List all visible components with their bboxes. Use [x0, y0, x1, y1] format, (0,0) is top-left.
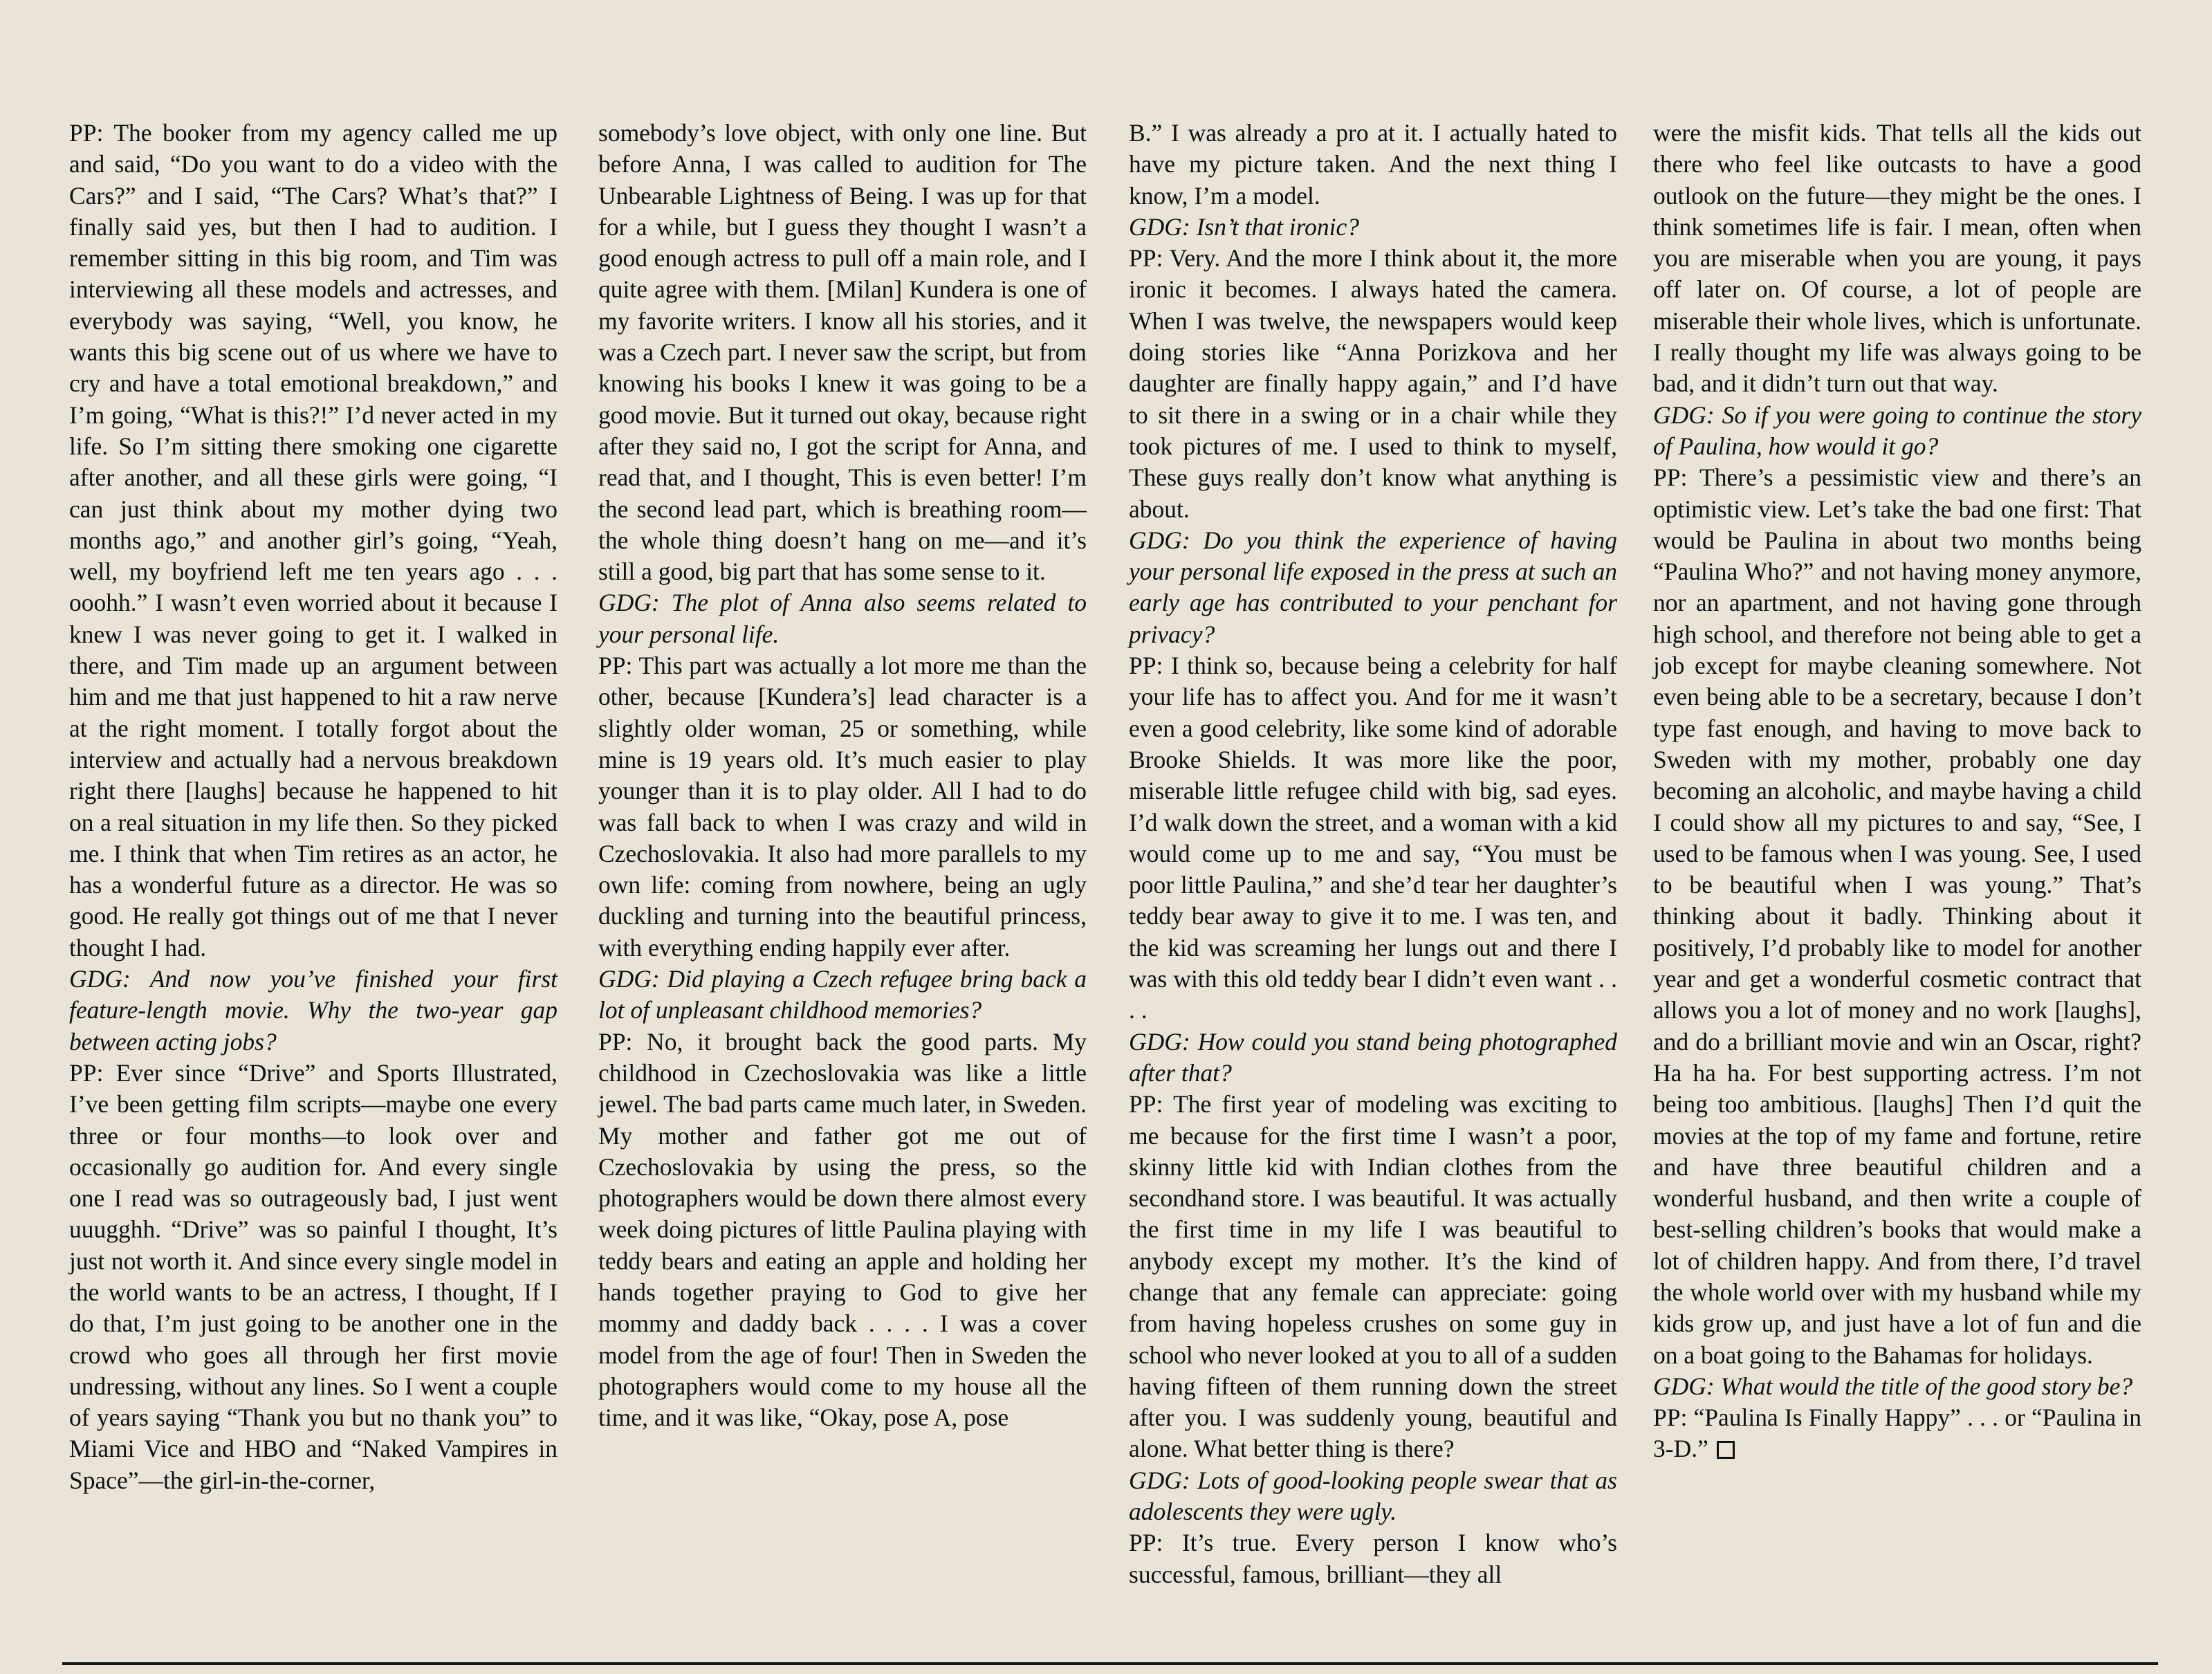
paragraph-answer: PP: No, it brought back the good parts. My childhood in Czechoslovakia was like a little jewel. The bad parts came much later, in Sweden. My mother and father got me out of Czechoslovakia by using the press, so the photographers would be down there almost every week doing pictures of little Paulina playing with teddy bears and eating an apple and holding her hands together praying to God to give her mommy and daddy back . . . . I was a cover model from the age of four! Then in Sweden the photographers would come to my house all the time, and it was like, “Okay, pose A, pose [598, 1027, 1087, 1432]
paragraph-answer: B.” I was already a pro at it. I actually hated to have my picture taken. And the next thing I know, I’m a model. [1129, 119, 1617, 210]
text-column-3 [1129, 118, 1617, 1650]
paragraph-answer-final [1653, 1402, 2141, 1465]
text-column-2 [598, 118, 1087, 1650]
magazine-page [69, 118, 2151, 1660]
paragraph-question: GDG: The plot of Anna also seems related to your personal life. [598, 589, 1087, 648]
paragraph-answer: PP: This part was actually a lot more me than the other, because [Kundera’s] lead character is a slightly older woman, 25 or something, while mine is 19 years old. It’s much easier to play younger than it is to play older. All I had to do was fall back to when I was crazy and wild in Czechoslovakia. It also had more parallels to my own life: coming from nowhere, being an ugly duckling and turning into the beautiful princess, with everything ending happily ever after. [598, 652, 1087, 962]
paragraph-question: GDG: So if you were going to continue the story of Paulina, how would it go? [1653, 401, 2141, 460]
paragraph-question: GDG: How could you stand being photographed after that? [1129, 1027, 1617, 1087]
text-column-1 [69, 118, 557, 1650]
paragraph-question: GDG: Lots of good-looking people swear that as adolescents they were ugly. [1129, 1466, 1617, 1526]
paragraph-answer: PP: The first year of modeling was exciting to me because for the first time I wasn’t a poor, skinny little kid with Indian clothes from the secondhand store. I was beautiful. It was actually the first time in my life I was beautiful to anybody except my mother. It’s the kind of change that any female can appreciate: going from having hopeless crushes on some guy in school who never looked at you to all of a sudden having fifteen of them running down the street after you. I was suddenly young, beautiful and alone. What better thing is there? [1129, 1090, 1617, 1463]
paragraph-question: GDG: Did playing a Czech refugee bring back a lot of unpleasant childhood memories? [598, 965, 1087, 1024]
paragraph-answer: somebody’s love object, with only one line. But before Anna, I was called to audition for The Unbearable Lightness of Being. I was up for that for a while, but I guess they thought I wasn’t a good enough actress to pull off a main role, and I quite agree with them. [Milan] Kundera is one of my favorite writers. I know all his stories, and it was a Czech part. I never saw the script, but from knowing his books I knew it was going to be a good movie. But it turned out okay, because right after they said no, I got the script for Anna, and read that, and I thought, This is even better! I’m the second lead part, which is breathing room—the whole thing doesn’t hang on me—and it’s still a good, big part that has some sense to it. [598, 119, 1087, 586]
paragraph-answer: PP: It’s true. Every person I know who’s successful, famous, brilliant—they all [1129, 1529, 1617, 1588]
paragraph-answer: PP: The booker from my agency called me up and said, “Do you want to do a video with the Cars?” and I said, “The Cars? What’s that?” I finally said yes, but then I had to audition. I remember sitting in this big room, and Tim was interviewing all these models and actresses, and everybody was saying, “Well, you know, he wants this big scene out of us where we have to cry and have a total emotional breakdown,” and I’m going, “What is this?!” I’d never acted in my life. So I’m sitting there smoking one cigarette after another, and all these girls were going, “I can just think about my mother dying two months ago,” and another girl’s going, “Yeah, well, my boyfriend left me ten years ago . . . ooohh.” I wasn’t even worried about it because I knew I was never going to get it. I walked in there, and Tim made up an argument between him and me that just happened to hit a raw nerve at the right moment. I totally forgot about the interview and actually had a nervous breakdown right there [laughs] because he happened to hit on a real situation in my life then. So they picked me. I think that when Tim retires as an actor, he has a wonderful future as a director. He was so good. He really got things out of me that I never thought I had. [69, 119, 557, 962]
paragraph-answer: PP: Ever since “Drive” and Sports Illustrated, I’ve been getting film scripts—maybe one every three or four months—to look over and occasionally go audition for. And every single one I read was so outrageously bad, I just went uuugghh. “Drive” was so painful I thought, It’s just not worth it. And since every single model in the world wants to be an actress, I thought, If I do that, I’m just going to be another one in the crowd who goes all through her first movie undressing, without any lines. So I went a couple of years saying “Thank you but no thank you” to Miami Vice and HBO and “Naked Vampires in Space”—the girl-in-the-corner, [69, 1058, 557, 1494]
paragraph-answer: PP: There’s a pessimistic view and there’s an optimistic view. Let’s take the bad one first: That would be Paulina in about two months being “Paulina Who?” and not having money anymore, nor an apartment, and not having gone through high school, and therefore not being able to get a job except for maybe cleaning somewhere. Not even being able to be a secretary, because I don’t type fast enough, and having to move back to Sweden with my mother, probably one day becoming an alcoholic, and maybe having a child I could show all my pictures to and say, “See, I used to be famous when I was young. See, I used to be beautiful when I was young.” That’s thinking about it badly. Thinking about it positively, I’d probably like to model for another year and get a wonderful cosmetic contract that allows you a lot of money and no work [laughs], and do a brilliant movie and win an Oscar, right? Ha ha ha. For best supporting actress. I’m not being too ambitious. [laughs] Then I’d quit the movies at the top of my fame and fortune, retire and have three beautiful children and a wonderful husband, and then write a couple of best-selling children’s books that would make a lot of children happy. And from there, I’d travel the whole world over with my husband while my kids grow up, and just have a lot of fun and die on a boat going to the Bahamas for holidays. [1653, 463, 2141, 1369]
paragraph-question: GDG: And now you’ve finished your first feature-length movie. Why the two-year gap between acting jobs? [69, 965, 557, 1056]
paragraph-question: GDG: Do you think the experience of having your personal life exposed in the press at such an early age has contributed to your penchant for privacy? [1129, 526, 1617, 648]
paragraph-question: GDG: What would the title of the good story be? [1653, 1372, 2133, 1400]
final-answer-text: PP: “Paulina Is Finally Happy” . . . or “Paulina in 3-D.” [1653, 1404, 2141, 1463]
paragraph-answer: were the misfit kids. That tells all the kids out there who feel like outcasts to have a good outlook on the future—they might be the ones. I think sometimes life is fair. I mean, often when you are miserable when you are young, it pays off later on. Of course, a lot of people are miserable their whole lives, which is unfortunate. I really thought my life was always going to be bad, and it didn’t turn out that way. [1653, 119, 2141, 398]
paragraph-answer: PP: I think so, because being a celebrity for half your life has to affect you. And for me it wasn’t even a good celebrity, like some kind of adorable Brooke Shields. It was more like the poor, miserable little refugee child with big, sad eyes. I’d walk down the street, and a woman with a kid would come up to me and say, “You must be poor little Paulina,” and she’d tear her daughter’s teddy bear away to give it to me. I was ten, and the kid was screaming her lungs out and there I was with this old teddy bear I didn’t even want . . . . [1129, 652, 1617, 1024]
paragraph-answer: PP: Very. And the more I think about it, the more ironic it becomes. I always hated the camera. When I was twelve, the newspapers would keep doing stories like “Anna Porizkova and her daughter are finally happy again,” and I’d have to sit there in a swing or in a chair while they took pictures of me. I used to think to myself, These guys really don’t know what anything is about. [1129, 244, 1617, 523]
paragraph-question: GDG: Isn’t that ironic? [1129, 212, 1359, 241]
text-column-4 [1653, 118, 2141, 1650]
end-of-article-mark [1717, 1441, 1735, 1459]
bottom-rule-divider [62, 1662, 2158, 1665]
